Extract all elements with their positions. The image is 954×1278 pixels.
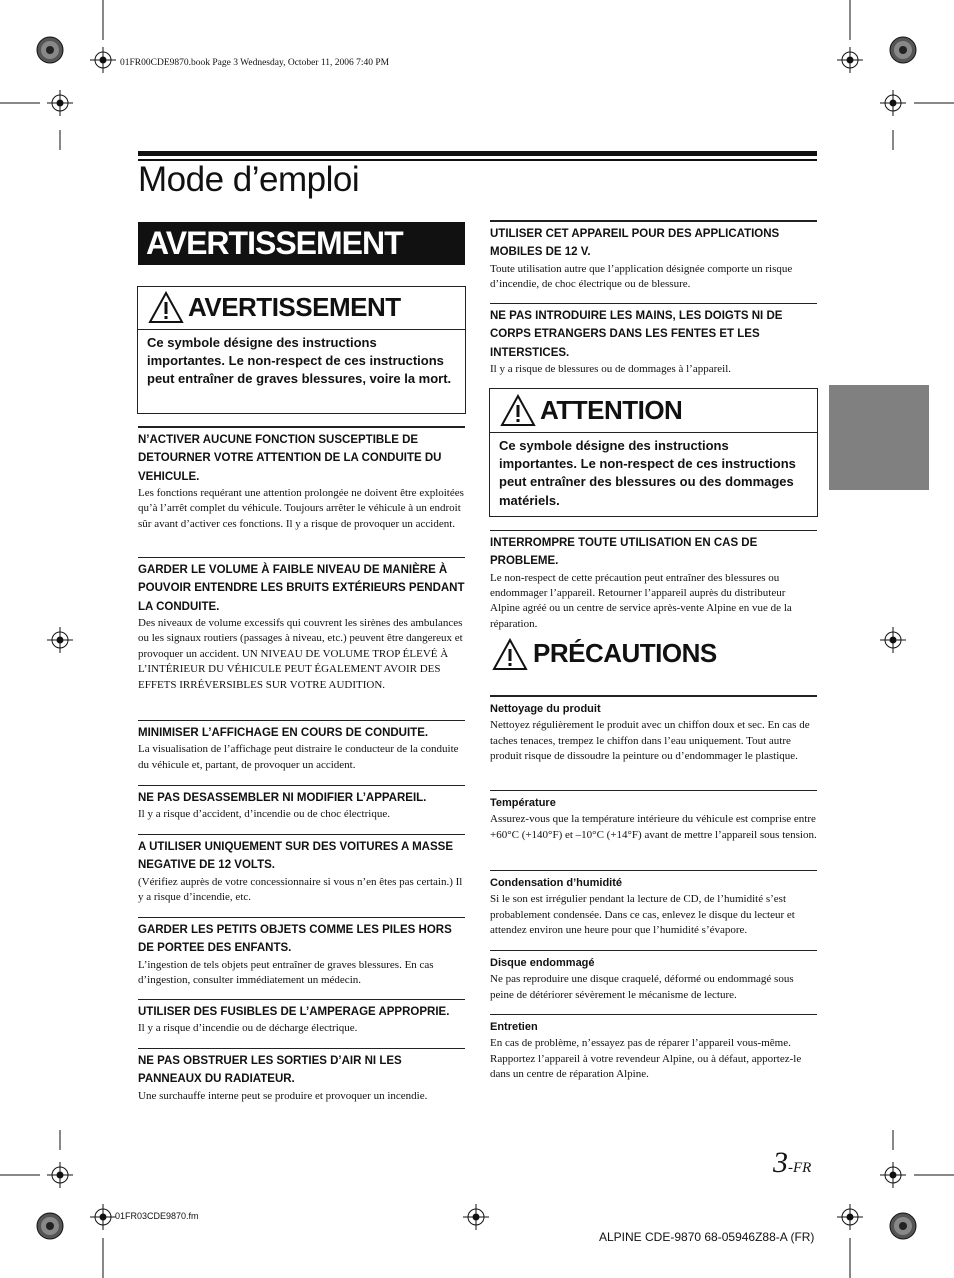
warning-box-title: AVERTISSEMENT [188,292,401,322]
section-text: Si le son est irrégulier pendant la lecture de CD, de l’humidité s’est probablement condensée. Dans ce cas, enlevez le disque du lecteur et attendez environ une heure pour que l’humidité s’évapore. [490,893,795,937]
warning-section [138,834,465,905]
footer-file-name: 01FR03CDE9870.fm [115,1211,199,1221]
section-heading: Température [490,797,556,809]
section-banner [138,222,465,265]
section-text: Il y a risque d’incendie ou de décharge électrique. [138,1022,358,1035]
section-text: Des niveaux de volume excessifs qui couvrent les sirènes des ambulances ou les signaux routiers (passages à niveau, etc.) peuvent être dangereux et provoquer un accident. UN NIVEAU DE VOLUME TROP ÉLEVÉ À L’INTÉRIEUR DU VÉHICULE PEUT ÉGALEMENT AVOIR DES EFFETS IRRÉVERSIBLES SUR VOTRE AUDITION. [138,616,463,691]
section-heading: MINIMISER L’AFFICHAGE EN COURS DE CONDUITE. [138,727,429,739]
language-tab [829,385,929,490]
section-heading: NE PAS OBSTRUER LES SORTIES D’AIR NI LES PANNEAUX DU RADIATEUR. [138,1055,402,1086]
warning-triangle-icon [500,394,536,427]
section-heading: A UTILISER UNIQUEMENT SUR DES VOITURES A MASSE NEGATIVE DE 12 VOLTS. [138,841,453,872]
attention-box [489,388,818,517]
section-heading: UTILISER DES FUSIBLES DE L’AMPERAGE APPROPRIE. [138,1006,450,1018]
section-banner-label: AVERTISSEMENT [146,225,403,261]
warning-section [490,790,817,843]
section-heading: GARDER LES PETITS OBJETS COMME LES PILES HORS DE PORTEE DES ENFANTS. [138,924,452,955]
warning-box-header [138,287,465,330]
section-text: Le non-respect de cette précaution peut entraîner des blessures ou endommager l’appareil. Retourner l’appareil auprès du distributeur Alpine agréé ou un centre de service après-vente Alpine en vue de la réparation. [490,571,792,630]
section-heading: N’ACTIVER AUCUNE FONCTION SUSCEPTIBLE DE DETOURNER VOTRE ATTENTION DE LA CONDUITE DU VEHICULE. [138,434,442,483]
page-number-suffix: -FR [788,1160,812,1176]
precautions-title: PRÉCAUTIONS [533,638,717,668]
attention-box-header [490,389,817,433]
warning-box [137,286,466,414]
section-text: Les fonctions requérant une attention prolongée ne doivent être exploitées qu’à l’arrêt complet du véhicule. Toujours arrêter le véhicule à un endroit sûr avant d’activer ces fonctions. Il y a risque de provoquer un accident. [138,486,464,530]
section-text: Nettoyez régulièrement le produit avec un chiffon doux et sec. En cas de taches tenaces, trempez le chiffon dans l’eau uniquement. Tout autre produit risque de dissoudre la peinture ou d’endommager le plastique. [490,719,810,763]
section-text: L’ingestion de tels objets peut entraîner de graves blessures. En cas d’ingestion, consulter immédiatement un médecin. [138,958,434,986]
section-text: La visualisation de l’affichage peut distraire le conducteur de la conduite du véhicule et, partant, de provoquer un accident. [138,743,459,771]
section-heading: UTILISER CET APPAREIL POUR DES APPLICATIONS MOBILES DE 12 V. [490,228,780,259]
section-text: Assurez-vous que la température intérieure du véhicule est comprise entre +60°C (+140°F) et –10°C (+14°F) avant de mettre l’appareil sous tension. [490,813,817,841]
warning-section [490,950,817,1003]
page-number [773,1146,811,1180]
section-text: Toute utilisation autre que l’application désignée comporte un risque d’incendie, de choc électrique ou de blessure. [490,262,793,290]
section-heading: Condensation d’humidité [490,877,622,889]
section-heading: Disque endommagé [490,957,595,969]
section-text: Il y a risque d’accident, d’incendie ou de choc électrique. [138,808,390,821]
warning-section [138,917,465,988]
section-heading: Entretien [490,1021,538,1033]
warning-section [138,785,465,823]
warning-section [490,303,817,377]
warning-triangle-icon [148,291,184,324]
page-number-value: 3 [773,1146,788,1179]
warning-section [490,870,817,939]
header-file-info: 01FR00CDE9870.book Page 3 Wednesday, October 11, 2006 7:40 PM [120,58,390,68]
section-heading: GARDER LE VOLUME À FAIBLE NIVEAU DE MANIÈRE À POUVOIR ENTENDRE LES BRUITS EXTÉRIEURS PENDANT LA CONDUITE. [138,564,465,613]
warning-section [138,426,465,532]
warning-section [138,1048,465,1104]
page-title: Mode d’emploi [138,160,360,199]
section-text: Ne pas reproduire une disque craquelé, déformé ou endommagé sous peine de détériorer sévèrement le mécanisme de lecture. [490,973,794,1001]
section-heading: NE PAS DESASSEMBLER NI MODIFIER L’APPAREIL. [138,792,427,804]
warning-section [490,220,817,292]
section-text: Il y a risque de blessures ou de dommages à l’appareil. [490,362,732,375]
section-heading: Nettoyage du produit [490,703,601,715]
warning-section [138,720,465,773]
footer-model-code: ALPINE CDE-9870 68-05946Z88-A (FR) [599,1230,815,1244]
section-text: Une surchauffe interne peut se produire et provoquer un incendie. [138,1089,428,1102]
warning-section [490,530,817,632]
warning-section [490,1014,817,1083]
warning-box-text: Ce symbole désigne des instructions importantes. Le non-respect de ces instructions peut entraîner de graves blessures, voire la mort. [147,335,452,387]
section-heading: INTERROMPRE TOUTE UTILISATION EN CAS DE PROBLEME. [490,537,758,568]
section-text: (Vérifiez auprès de votre concessionnaire si vous n’en êtes pas certain.) Il y a risque d’incendie, etc. [138,875,463,903]
attention-box-title: ATTENTION [540,395,683,425]
section-heading: NE PAS INTRODUIRE LES MAINS, LES DOIGTS NI DE CORPS ETRANGERS DANS LES FENTES ET LES INTERSTICES. [490,310,783,359]
warning-section [138,557,465,693]
warning-section [490,695,817,765]
section-text: En cas de problème, n’essayez pas de réparer l’appareil vous-même. Rapportez l’appareil à votre revendeur Alpine, ou à défaut, apportez-le dans un centre de réparation Alpine. [490,1037,802,1081]
title-rule [138,151,817,156]
attention-box-text: Ce symbole désigne des instructions importantes. Le non-respect de ces instructions peut entraîner des blessures ou des dommages matériels. [499,438,796,508]
warning-section [138,999,465,1037]
warning-triangle-icon [492,638,528,671]
